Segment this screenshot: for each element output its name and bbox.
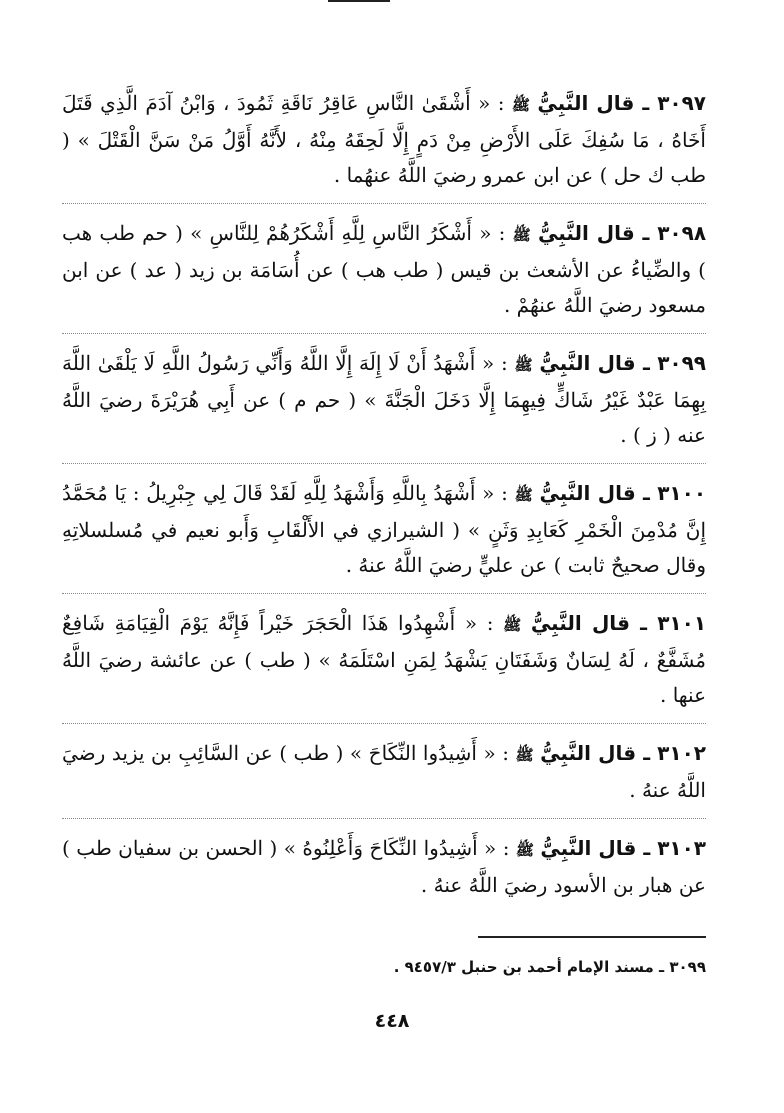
entry-head: قال النَّبِيُّ xyxy=(537,221,635,245)
footnote-rule xyxy=(478,936,706,938)
hadith-entry: ٣١٠١ ـ قال النَّبِيُّ ﷺ : « أَشْهِدُوا هَذَا الْحَجَرَ خَيْراً فَإِنَّهُ يَوْمَ الْقِيَامَةِ شَافِعٌ مُشَفَّعٌ ، لَهُ لِسَانٌ وَشَفَتَانِ يَشْهَدُ لِمَنِ اسْتَلَمَهُ » ( طب ) عن عائشة رضيَ اللَّهُ عنها . xyxy=(62,606,706,724)
page-number: ٤٤٨ xyxy=(374,1010,410,1032)
entry-number: ٣١٠١ xyxy=(657,611,707,635)
salutation-glyph: ﷺ xyxy=(511,96,531,114)
hadith-list xyxy=(62,86,706,925)
hadith-entry: ٣١٠٠ ـ قال النَّبِيُّ ﷺ : « أَشْهَدُ بِاللَّهِ وَأَشْهَدُ لِلَّهِ لَقَدْ قَالَ لِي جِبْرِيلُ : يَا مُحَمَّدُ إِنَّ مُدْمِنَ الْخَمْرِ كَعَابِدِ وَثَنٍ » ( الشيرازي في الأَلْقَابِ وَأَبو نعيم في مُسلسلاتِهِ وقال صحيحٌ ثابت ) عن عليٍّ رضيَ اللَّهُ عنهُ . xyxy=(62,476,706,594)
entry-text: : « أَشِيدُوا النِّكَاحَ وَأَعْلِنُوهُ » ( الحسن بن سفيان طب ) عن هبار بن الأسود رضيَ اللَّهُ عنهُ . xyxy=(62,836,706,897)
salutation-glyph: ﷺ xyxy=(514,486,533,504)
entry-number: ٣١٠٢ xyxy=(657,741,706,765)
entry-head: قال النَّبِيُّ xyxy=(539,481,636,505)
entry-number: ٣١٠٠ xyxy=(657,481,707,505)
salutation-glyph: ﷺ xyxy=(503,616,522,634)
entry-text: : « أَشْهِدُوا هَذَا الْحَجَرَ خَيْراً فَإِنَّهُ يَوْمَ الْقِيَامَةِ شَافِعٌ مُشَفَّعٌ ، لَهُ لِسَانٌ وَشَفَتَانِ يَشْهَدُ لِمَنِ اسْتَلَمَهُ » ( طب ) عن عائشة رضيَ اللَّهُ عنها . xyxy=(62,611,706,707)
salutation-glyph: ﷺ xyxy=(515,841,534,859)
entry-text: : « أَشْكَرُ النَّاسِ لِلَّهِ أَشْكَرُهُمْ لِلنَّاسِ » ( حم طب هب ) والضِّياءُ عن الأشعث بن قيس ( طب هب ) عن أُسَامَة بن زيد ( عد ) عن ابن مسعود رضيَ اللَّهُ عنهُمْ . xyxy=(62,221,706,317)
entry-number: ٣٠٩٩ xyxy=(657,351,707,375)
hadith-entry: ٣١٠٢ ـ قال النَّبِيُّ ﷺ : « أَشِيدُوا النِّكَاحَ » ( طب ) عن السَّائِبِ بن يزيد رضيَ اللَّهُ عنهُ . xyxy=(62,736,706,819)
entry-text: : « أَشْقَىٰ النَّاسِ عَاقِرُ نَاقَةِ ثَمُودَ ، وَابْنُ آدَمَ الَّذِي قَتَلَ أَخَاهُ ، مَا سُفِكَ عَلَى الأَرْضِ مِنْ دَمٍ إِلَّا لَحِقَهُ مِنْهُ ، لأَنَّهُ أَوَّلُ مَنْ سَنَّ الْقَتْلَ » ( طب ك حل ) عن ابن عمرو رضيَ اللَّهُ عنهُما . xyxy=(62,91,706,187)
entry-head: قال النَّبِيُّ xyxy=(530,611,630,635)
entry-number: ٣٠٩٧ xyxy=(657,91,707,115)
salutation-glyph: ﷺ xyxy=(514,356,533,374)
salutation-glyph: ﷺ xyxy=(515,746,534,764)
top-rule xyxy=(328,0,390,2)
hadith-entry: ٣٠٩٨ ـ قال النَّبِيُّ ﷺ : « أَشْكَرُ النَّاسِ لِلَّهِ أَشْكَرُهُمْ لِلنَّاسِ » ( حم طب هب ) والضِّياءُ عن الأشعث بن قيس ( طب هب ) عن أُسَامَة بن زيد ( عد ) عن ابن مسعود رضيَ اللَّهُ عنهُمْ . xyxy=(62,216,706,334)
entry-text: : « أَشِيدُوا النِّكَاحَ » ( طب ) عن السَّائِبِ بن يزيد رضيَ اللَّهُ عنهُ . xyxy=(62,741,706,802)
entry-number: ٣٠٩٨ xyxy=(657,221,707,245)
entry-head: قال النَّبِيُّ xyxy=(539,351,636,375)
entry-text: : « أَشْهَدُ أَنْ لَا إِلَهَ إِلَّا اللَّهُ وَأَنِّي رَسُولُ اللَّهِ لَا يَلْقَىٰ اللَّهَ بِهِمَا عَبْدٌ غَيْرُ شَاكٍّ فِيهِمَا إِلَّا دَخَلَ الْجَنَّةَ » ( حم م ) عن أَبِي هُرَيْرَةَ رضيَ اللَّهُ عنه ( ز ) . xyxy=(62,351,706,447)
hadith-entry: ٣٠٩٩ ـ قال النَّبِيُّ ﷺ : « أَشْهَدُ أَنْ لَا إِلَهَ إِلَّا اللَّهُ وَأَنِّي رَسُولُ اللَّهِ لَا يَلْقَىٰ اللَّهَ بِهِمَا عَبْدٌ غَيْرُ شَاكٍّ فِيهِمَا إِلَّا دَخَلَ الْجَنَّةَ » ( حم م ) عن أَبِي هُرَيْرَةَ رضيَ اللَّهُ عنه ( ز ) . xyxy=(62,346,706,464)
entry-head: قال النَّبِيُّ xyxy=(540,836,637,860)
salutation-glyph: ﷺ xyxy=(512,226,531,244)
entry-head: قال النَّبِيُّ xyxy=(537,91,635,115)
hadith-entry: ٣١٠٣ ـ قال النَّبِيُّ ﷺ : « أَشِيدُوا النِّكَاحَ وَأَعْلِنُوهُ » ( الحسن بن سفيان طب ) عن هبار بن الأسود رضيَ اللَّهُ عنهُ . xyxy=(62,836,707,897)
entry-head: قال النَّبِيُّ xyxy=(540,741,637,765)
hadith-entry: ٣٠٩٧ ـ قال النَّبِيُّ ﷺ : « أَشْقَىٰ النَّاسِ عَاقِرُ نَاقَةِ ثَمُودَ ، وَابْنُ آدَمَ الَّذِي قَتَلَ أَخَاهُ ، مَا سُفِكَ عَلَى الأَرْضِ مِنْ دَمٍ إِلَّا لَحِقَهُ مِنْهُ ، لأَنَّهُ أَوَّلُ مَنْ سَنَّ الْقَتْلَ » ( طب ك حل ) عن ابن عمرو رضيَ اللَّهُ عنهُما . xyxy=(62,86,706,204)
entry-number: ٣١٠٣ xyxy=(657,836,707,860)
footnote: ٣٠٩٩ ـ مسند الإمام أحمد بن حنبل ٩٤٥٧/٣ . xyxy=(393,958,706,976)
entry-text: : « أَشْهَدُ بِاللَّهِ وَأَشْهَدُ لِلَّهِ لَقَدْ قَالَ لِي جِبْرِيلُ : يَا مُحَمَّدُ إِنَّ مُدْمِنَ الْخَمْرِ كَعَابِدِ وَثَنٍ » ( الشيرازي في الأَلْقَابِ وَأَبو نعيم في مُسلسلاتِهِ وقال صحيحٌ ثابت ) عن عليٍّ رضيَ اللَّهُ عنهُ . xyxy=(62,481,706,577)
